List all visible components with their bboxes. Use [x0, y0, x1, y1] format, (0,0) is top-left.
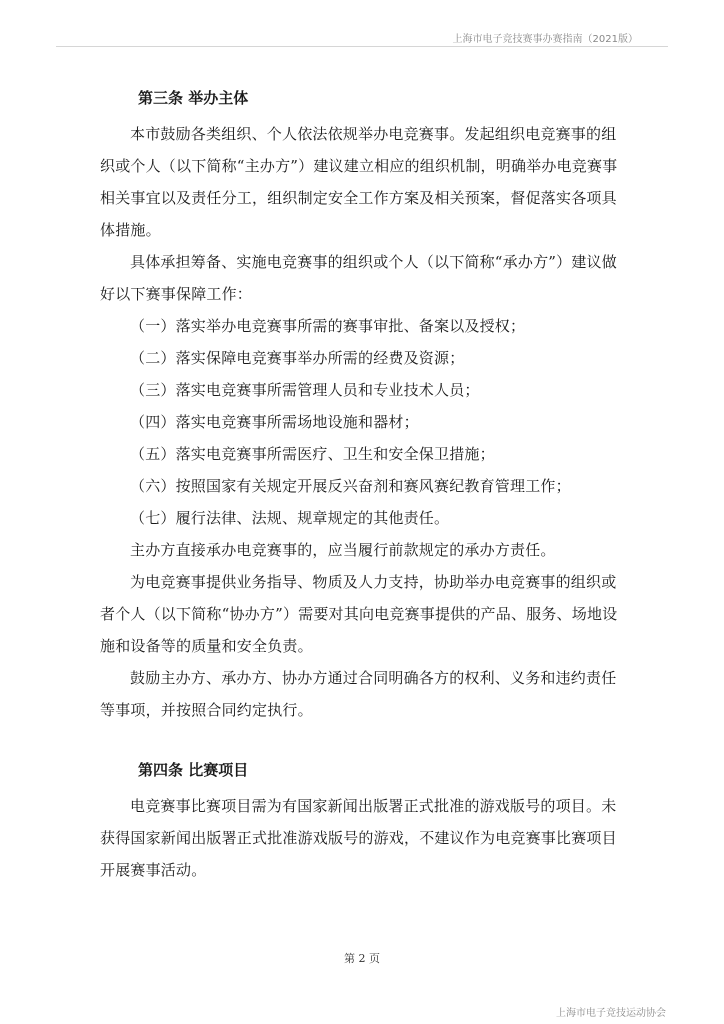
paragraph: 本市鼓励各类组织、个人依法依规举办电竞赛事。发起组织电竞赛事的组织或个人（以下简称“主办方”）建议建立相应的组织机制，明确举办电竞赛事相关事宜以及责任分工，组织制定安全工作方案及相关预案，督促落实各项具体措施。	[100, 125, 618, 239]
paragraph: 为电竞赛事提供业务指导、物质及人力支持，协助举办电竞赛事的组织或者个人（以下简称“协办方”）需要对其向电竞赛事提供的产品、服务、场地设施和设备等的质量和安全负责。	[100, 573, 618, 655]
paragraph: 主办方直接承办电竞赛事的，应当履行前款规定的承办方责任。	[130, 541, 556, 559]
page-header: 上海市电子竞技赛事办赛指南（2021版）	[452, 34, 638, 45]
page-footer: 上海市电子竞技运动协会	[556, 1008, 666, 1019]
document-body	[100, 86, 622, 886]
list-item: （四）落实电竞赛事所需场地设施和器材；	[130, 413, 419, 431]
paragraph: 鼓励主办方、承办方、协办方通过合同明确各方的权利、义务和违约责任等事项，并按照合同约定执行。	[100, 669, 617, 719]
section-gap	[100, 726, 622, 758]
header-rule	[56, 46, 668, 47]
paragraph: 具体承担筹备、实施电竞赛事的组织或个人（以下简称“承办方”）建议做好以下赛事保障工作：	[100, 253, 617, 303]
list-item: （六）按照国家有关规定开展反兴奋剂和赛风赛纪教育管理工作；	[130, 477, 571, 495]
list-item: （七）履行法律、法规、规章规定的其他责任。	[130, 509, 450, 527]
section-heading-4: 第四条 比赛项目	[138, 761, 249, 779]
list-item: （二）落实保障电竞赛事举办所需的经费及资源；	[130, 349, 465, 367]
list-item: （一）落实举办电竞赛事所需的赛事审批、备案以及授权；	[130, 317, 526, 335]
page-number: 第 2 页	[344, 952, 380, 965]
list-item: （三）落实电竞赛事所需管理人员和专业技术人员；	[130, 381, 480, 399]
paragraph: 电竞赛事比赛项目需为有国家新闻出版署正式批准的游戏版号的项目。未获得国家新闻出版署正式批准游戏版号的游戏，不建议作为电竞赛事比赛项目开展赛事活动。	[100, 797, 617, 879]
list-item: （五）落实电竞赛事所需医疗、卫生和安全保卫措施；	[130, 445, 495, 463]
section-heading-3: 第三条 举办主体	[138, 89, 249, 107]
